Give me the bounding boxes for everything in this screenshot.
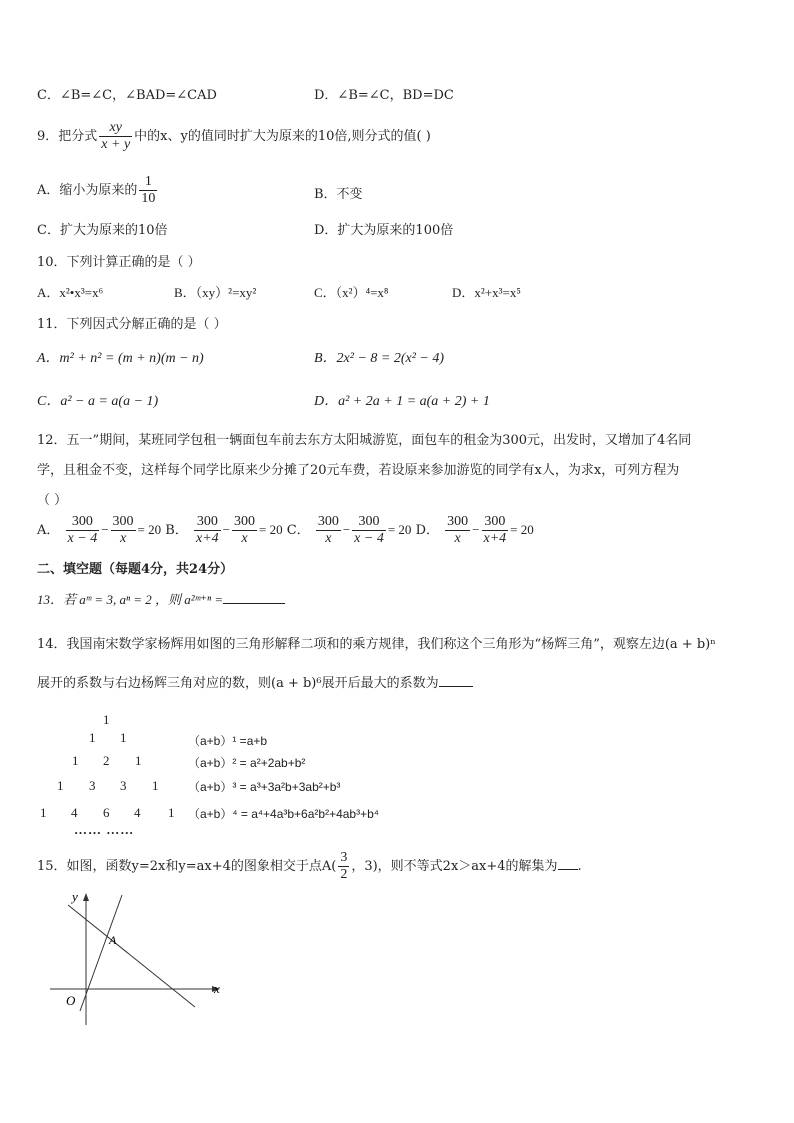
pascal-r1-c1: 1 xyxy=(103,712,110,727)
q9-prefix: 9．把分式 xyxy=(37,129,98,144)
q12-a-eq: = 20 xyxy=(137,522,162,537)
q10-option-c: C．（x²）⁴=x⁸ xyxy=(314,285,389,300)
q12-b-frac1 xyxy=(194,514,221,547)
q12-line1: 12．五一”期间，某班同学包租一辆面包车前去东方太阳城游览，面包车的租金为300元，出发时，又增加了4名同 xyxy=(37,433,692,448)
q12-option-c-label: C． xyxy=(286,523,310,538)
label-y: y xyxy=(72,889,78,904)
q15-frac-num: 3 xyxy=(340,850,348,865)
q15-frac-den: 2 xyxy=(340,867,348,882)
q14-line1: 14．我国南宋数学家杨辉用如图的三角形解释二项和的乘方规律，我们称这个三角形为“杨辉三角”，观察左边(a + b)ⁿ xyxy=(37,637,716,652)
q10-option-d: D．x²+x³=x⁵ xyxy=(452,285,521,300)
q12-d-num2: 300 xyxy=(482,514,509,531)
q12-line3: （ ） xyxy=(37,493,68,508)
section-title-fill-in: 二、填空题（每题4分，共24分） xyxy=(37,562,234,577)
q9-option-b: B．不变 xyxy=(314,187,363,202)
q15-answer-blank xyxy=(558,869,578,870)
q11-option-b: B．2x² − 8 = 2(x² − 4) xyxy=(314,351,445,366)
q15-graph xyxy=(40,885,240,1030)
pascal-r4-c2: 3 xyxy=(89,778,96,793)
q12-d-num1: 300 xyxy=(447,514,469,529)
q12-c-minus: − xyxy=(342,522,351,537)
y-axis-arrow xyxy=(83,893,89,901)
q10-option-b: B．（xy）²=xy² xyxy=(174,285,257,300)
q12-d-frac1 xyxy=(445,514,470,547)
q15-stem xyxy=(37,850,582,883)
q9-frac-num: xy xyxy=(99,120,132,137)
q8-option-d: D．∠B=∠C，BD=DC xyxy=(314,88,454,103)
pascal-r4-c4: 1 xyxy=(152,778,159,793)
q12-b-num2: 300 xyxy=(234,514,255,529)
label-a: A xyxy=(109,933,117,947)
q12-option-d-label: D． xyxy=(415,523,440,538)
q12-line2: 学，且租金不变，这样每个同学比原来少分摊了20元车费，若设原来参加游览的同学有x人，为求x，可列方程为 xyxy=(37,463,680,478)
q9-option-a-fraction xyxy=(139,174,157,207)
q12-a-num1: 300 xyxy=(66,514,100,531)
pascal-r3-c1: 1 xyxy=(72,753,79,768)
q12-d-eq: = 20 xyxy=(510,522,534,537)
q12-a-num2: 300 xyxy=(112,514,134,529)
q13-answer-blank xyxy=(223,603,285,604)
q9-option-a xyxy=(37,174,159,207)
q9-option-a-text: A．缩小为原来的 xyxy=(37,183,138,198)
q9-option-d: D．扩大为原来的100倍 xyxy=(314,223,454,238)
pascal-r2-c1: 1 xyxy=(89,730,96,745)
expansion-4: （a+b）⁴ = a⁴+4a³b+6a²b²+4ab³+b⁴ xyxy=(188,807,379,821)
q12-c-num1: 300 xyxy=(317,514,339,529)
q14-line2 xyxy=(37,672,473,691)
q8-option-c: C．∠B=∠C，∠BAD=∠CAD xyxy=(37,88,217,103)
pascal-r3-c2: 2 xyxy=(103,753,110,768)
q15-suffix: ，3)，则不等式2x＞ax+4的解集为 xyxy=(351,859,558,874)
q12-options xyxy=(37,514,534,547)
q9-option-c: C．扩大为原来的10倍 xyxy=(37,223,168,238)
q15-prefix: 15．如图，函数y=2x和y=ax+4的图象相交于点A( xyxy=(37,859,337,874)
q12-c-frac2 xyxy=(352,514,386,547)
q12-b-den1: x+4 xyxy=(195,531,219,546)
q14-line2-text: 展开的系数与右边杨辉三角对应的数，则(a + b)⁶展开后最大的系数为 xyxy=(37,676,439,691)
label-x: x xyxy=(214,981,220,996)
q9-suffix: 中的x、y的值同时扩大为原来的10倍,则分式的值( ) xyxy=(134,129,431,144)
q12-b-minus: − xyxy=(222,522,230,537)
q12-d-den2: x+4 xyxy=(483,531,507,546)
q12-a-minus: − xyxy=(101,522,109,537)
expansion-1: （a+b）¹ =a+b xyxy=(188,734,268,748)
q12-b-eq: = 20 xyxy=(259,522,283,537)
q12-option-a-label: A． xyxy=(37,523,60,538)
q12-d-den1: x xyxy=(454,531,461,546)
pascal-r5-c4: 4 xyxy=(134,805,141,820)
q15-fraction xyxy=(338,850,349,883)
q12-b-num1: 300 xyxy=(194,514,221,531)
q9-stem xyxy=(37,120,431,153)
pascal-r4-c1: 1 xyxy=(57,778,64,793)
q12-a-den2: x xyxy=(119,531,127,546)
q10-stem: 10．下列计算正确的是（ ） xyxy=(37,255,201,270)
q15-end: . xyxy=(577,859,582,874)
q12-a-frac2 xyxy=(111,514,136,547)
expansion-3: （a+b）³ = a³+3a²b+3ab²+b³ xyxy=(188,780,341,794)
pascal-r2-c2: 1 xyxy=(120,730,127,745)
q12-c-den2: x − 4 xyxy=(354,531,384,546)
q9-frac-den: x + y xyxy=(101,137,131,152)
q12-c-eq: = 20 xyxy=(387,522,412,537)
q12-c-den1: x xyxy=(325,531,332,546)
q11-option-d: D．a² + 2a + 1 = a(a + 2) + 1 xyxy=(314,394,490,409)
q12-a-den1: x − 4 xyxy=(67,531,98,546)
expansion-2: （a+b）² = a²+2ab+b² xyxy=(188,756,306,770)
pascal-r5-c3: 6 xyxy=(103,805,110,820)
q14-answer-blank xyxy=(439,686,473,687)
q12-option-b-label: B． xyxy=(165,523,188,538)
q12-d-frac2 xyxy=(482,514,509,547)
pascal-ellipsis: …… …… xyxy=(74,822,135,837)
q12-b-frac2 xyxy=(232,514,257,547)
q9-option-a-den: 10 xyxy=(141,191,156,206)
pascal-r5-c1: 1 xyxy=(40,805,47,820)
pascal-r5-c2: 4 xyxy=(71,805,78,820)
q10-option-a: A．x²•x³=x⁶ xyxy=(37,285,104,300)
q12-c-num2: 300 xyxy=(352,514,386,531)
pascal-r4-c3: 3 xyxy=(120,778,127,793)
q13-text: 13．若 aᵐ = 3, aⁿ = 2 ，则 a²ᵐ⁺ⁿ = xyxy=(37,592,224,607)
q13-stem xyxy=(37,589,285,608)
q9-fraction xyxy=(99,120,132,153)
q12-a-frac1 xyxy=(66,514,100,547)
pascal-r5-c5: 1 xyxy=(168,805,175,820)
q11-option-c: C．a² − a = a(a − 1) xyxy=(37,394,159,409)
q11-option-a: A．m² + n² = (m + n)(m − n) xyxy=(37,351,204,366)
q12-d-minus: − xyxy=(472,522,480,537)
q11-stem: 11．下列因式分解正确的是（ ） xyxy=(37,317,227,332)
label-o: O xyxy=(66,993,76,1008)
q12-b-den2: x xyxy=(241,531,248,546)
q9-option-a-num: 1 xyxy=(139,174,157,191)
q12-c-frac1 xyxy=(316,514,341,547)
pascal-r3-c3: 1 xyxy=(135,753,142,768)
